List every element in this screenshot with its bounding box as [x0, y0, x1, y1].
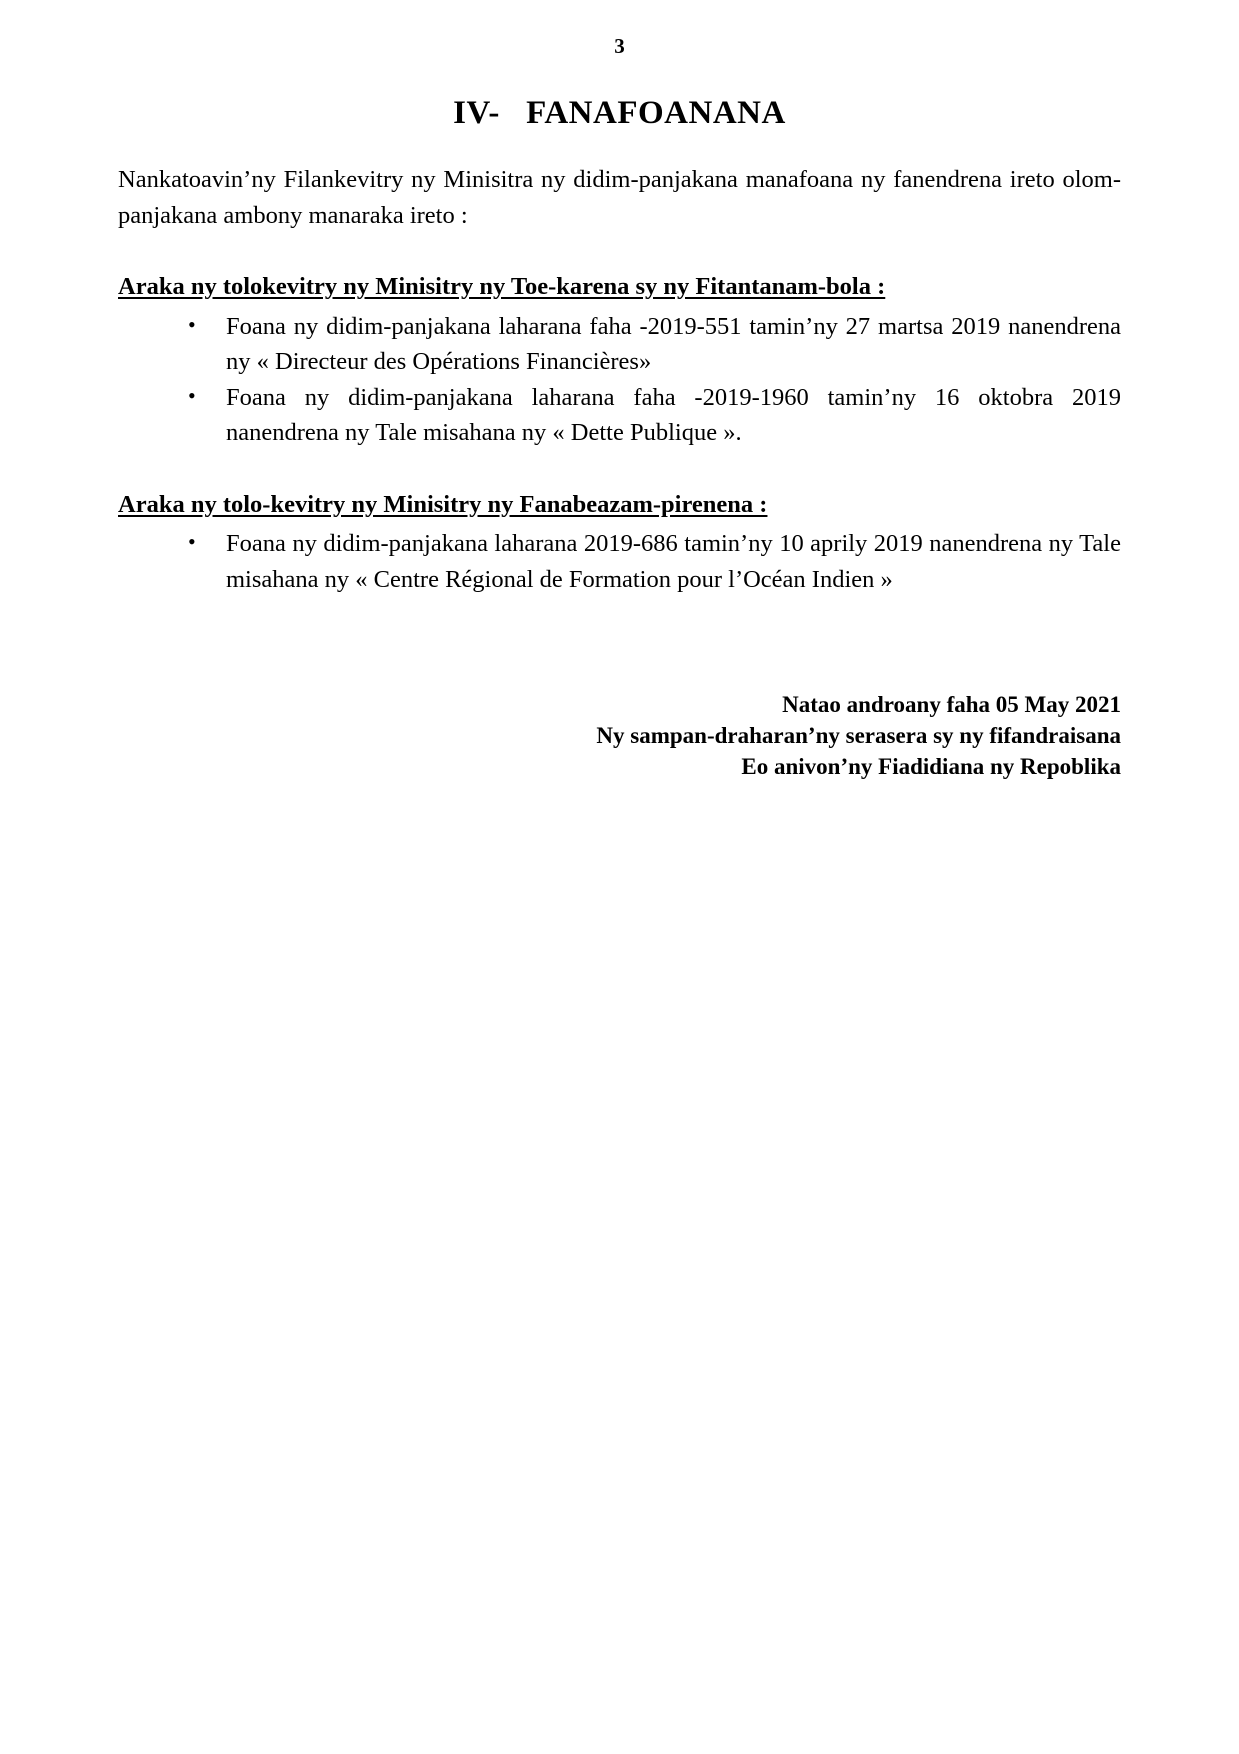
decree-list-education — [118, 526, 1121, 597]
signature-institution: Eo anivon’ny Fiadidiana ny Repoblika — [741, 754, 1121, 780]
list-item: • Foana ny didim-panjakana laharana 2019-686 tamin’ny 10 aprily 2019 nanendrena ny Tale misahana ny « Centre Régional de Formation pour l’Océan Indien » — [188, 526, 1121, 597]
signature-date: Natao androany faha 05 May 2021 — [782, 692, 1121, 718]
section-heading-economy: Araka ny tolokevitry ny Minisitry ny Toe-karena sy ny Fitantanam-bola : — [118, 273, 886, 301]
section-heading-education: Araka ny tolo-kevitry ny Minisitry ny Fanabeazam-pirenena : — [118, 490, 768, 518]
signature-block — [118, 689, 1121, 782]
page-title-numeral: IV- — [453, 95, 500, 131]
page-title-text: FANAFOANANA — [526, 95, 786, 131]
decree-list-economy — [118, 309, 1121, 451]
signature-department: Ny sampan-draharan’ny serasera sy ny fifandraisana — [596, 723, 1121, 749]
list-item: • Foana ny didim-panjakana laharana faha -2019-551 tamin’ny 27 martsa 2019 nanendrena ny « Directeur des Opérations Financières» — [188, 309, 1121, 380]
page-title — [118, 95, 1121, 132]
list-item: • Foana ny didim-panjakana laharana faha -2019-1960 tamin’ny 16 oktobra 2019 nanendrena ny Tale misahana ny « Dette Publique ». — [188, 380, 1121, 451]
page-number: 3 — [614, 34, 625, 58]
intro-paragraph: Nankatoavin’ny Filankevitry ny Minisitra ny didim-panjakana manafoana ny fanendrena ireto olom-panjakana ambony manaraka ireto : — [118, 166, 1121, 229]
